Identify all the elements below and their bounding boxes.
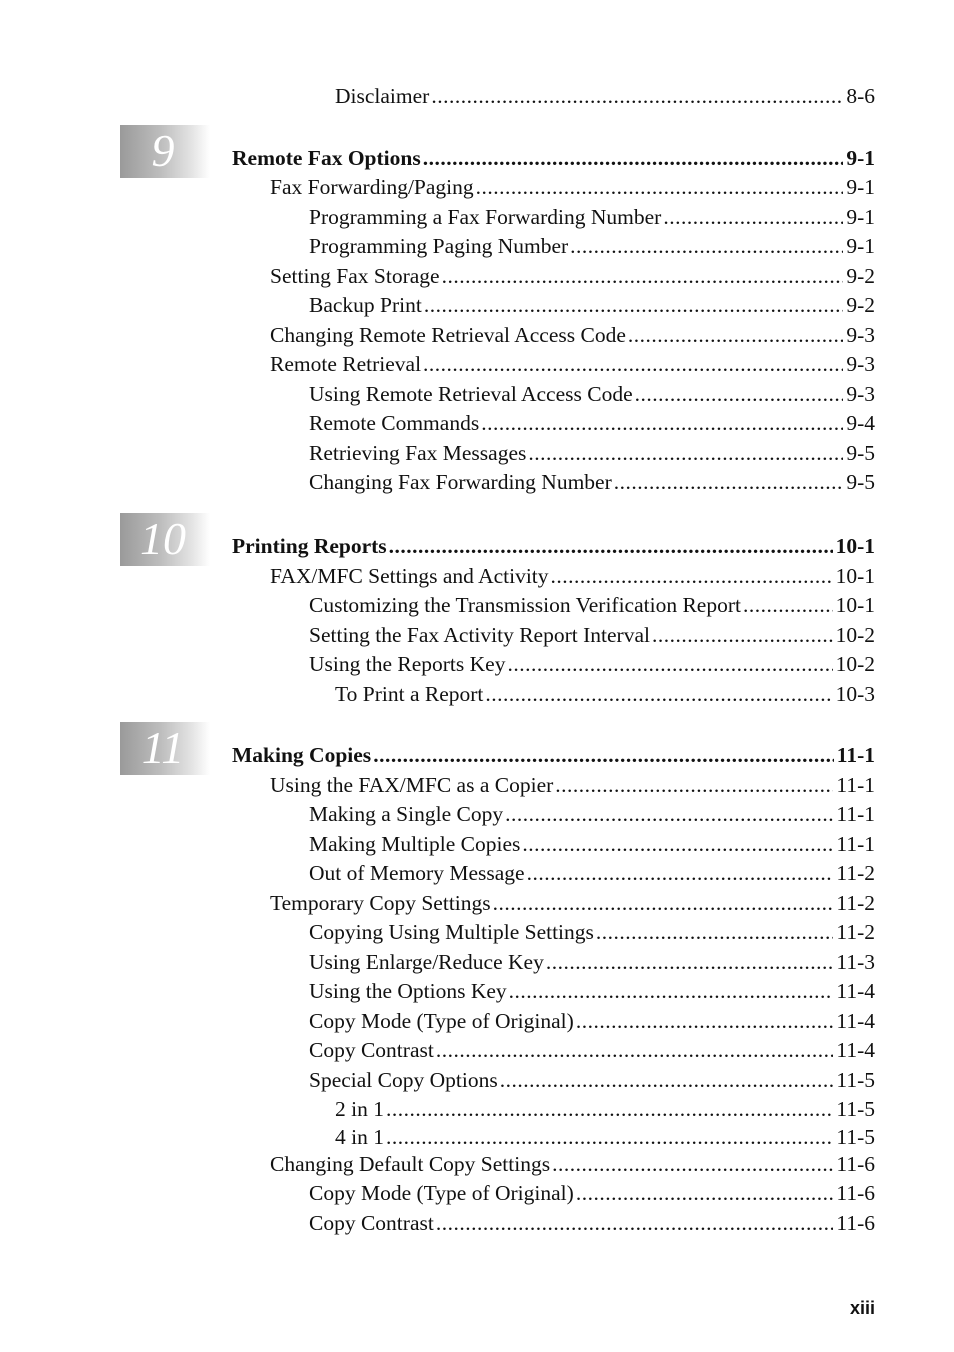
entry-page: 9-1 [846,205,875,229]
entry-page: 11-1 [836,802,875,826]
toc-entry[interactable] [335,1124,875,1150]
toc-entry[interactable] [309,949,875,975]
dot-leader [528,440,843,466]
entry-title: Programming Paging Number [309,234,569,258]
entry-title: Using the Options Key [309,979,507,1003]
toc-entry[interactable] [309,1210,875,1236]
dot-leader [570,233,843,259]
toc-entry[interactable] [309,469,875,495]
entry-title: 4 in 1 [335,1125,384,1149]
entry-page: 10-2 [835,623,875,647]
toc-entry[interactable] [335,681,875,707]
dot-leader [423,145,844,171]
toc-entry[interactable] [270,890,875,916]
entry-page: 9-2 [846,264,875,288]
entry-title: Copy Mode (Type of Original) [309,1009,574,1033]
dot-leader [743,592,833,618]
dot-leader [505,801,833,827]
entry-page: 11-3 [836,950,875,974]
dot-leader [552,1151,833,1177]
entry-page: 11-5 [836,1068,875,1092]
toc-entry[interactable] [309,292,875,318]
dot-leader [373,742,834,768]
entry-title: Printing Reports [232,534,387,558]
toc-entry[interactable] [270,322,875,348]
entry-page: 11-5 [836,1125,875,1149]
entry-title: Using the Reports Key [309,652,506,676]
entry-title: 2 in 1 [335,1097,384,1121]
dot-leader [635,381,844,407]
toc-chapter-entry[interactable] [232,742,875,768]
toc-entry[interactable] [309,651,875,677]
toc-entry[interactable] [270,351,875,377]
entry-page: 10-1 [835,534,875,558]
entry-page: 11-2 [836,861,875,885]
chapter-number: 11 [141,722,185,773]
toc-entry[interactable] [335,1096,875,1122]
entry-title: Remote Fax Options [232,146,421,170]
dot-leader [576,1180,834,1206]
dot-leader [652,622,833,648]
toc-entry[interactable] [309,801,875,827]
entry-page: 11-4 [836,979,875,1003]
dot-leader [431,83,843,109]
entry-page: 9-5 [846,441,875,465]
entry-page: 11-6 [836,1211,875,1235]
toc-entry[interactable] [309,860,875,886]
entry-title: Special Copy Options [309,1068,498,1092]
toc-entry[interactable] [309,1180,875,1206]
entry-page: 11-6 [836,1152,875,1176]
toc-entry[interactable] [309,831,875,857]
entry-page: 10-2 [835,652,875,676]
toc-chapter-entry[interactable] [232,533,875,559]
dot-leader [551,563,833,589]
entry-title: Copy Contrast [309,1211,434,1235]
entry-title: Temporary Copy Settings [270,891,491,915]
toc-entry[interactable] [270,772,875,798]
entry-page: 11-6 [836,1181,875,1205]
toc-chapter-entry[interactable] [232,145,875,171]
toc-entry[interactable] [309,440,875,466]
dot-leader [436,1210,834,1236]
entry-title: Programming a Fax Forwarding Number [309,205,662,229]
toc-entry[interactable] [270,174,875,200]
entry-page: 10-1 [835,593,875,617]
chapter-tab-10 [120,513,210,566]
toc-entry[interactable] [309,204,875,230]
dot-leader [596,919,833,945]
entry-title: Using Enlarge/Reduce Key [309,950,544,974]
toc-entry[interactable] [309,1067,875,1093]
page-number: xiii [849,1298,875,1318]
toc-entry[interactable] [335,83,875,109]
entry-page: 11-2 [836,920,875,944]
chapter-tab-11 [120,722,210,775]
dot-leader [493,890,834,916]
entry-page: 9-3 [846,323,875,347]
entry-title: Setting Fax Storage [270,264,440,288]
entry-page: 8-6 [846,84,875,108]
toc-entry[interactable] [270,263,875,289]
dot-leader [576,1008,834,1034]
entry-page: 9-2 [846,293,875,317]
chapter-number: 10 [140,513,186,564]
toc-entry[interactable] [309,919,875,945]
entry-title: Changing Remote Retrieval Access Code [270,323,626,347]
dot-leader [614,469,844,495]
entry-page: 11-1 [836,773,875,797]
dot-leader [663,204,843,230]
dot-leader [476,174,844,200]
entry-title: Using the FAX/MFC as a Copier [270,773,554,797]
toc-entry[interactable] [309,233,875,259]
entry-title: Setting the Fax Activity Report Interval [309,623,650,647]
toc-entry[interactable] [309,1037,875,1063]
toc-entry[interactable] [309,1008,875,1034]
entry-page: 11-4 [836,1009,875,1033]
entry-page: 11-2 [836,891,875,915]
dot-leader [386,1096,833,1122]
entry-title: Disclaimer [335,84,430,108]
entry-page: 11-1 [836,743,875,767]
entry-title: Making Multiple Copies [309,832,521,856]
dot-leader [485,681,832,707]
entry-page: 9-1 [846,234,875,258]
entry-page: 9-3 [846,352,875,376]
entry-page: 11-1 [836,832,875,856]
entry-title: Customizing the Transmission Verification Report [309,593,741,617]
dot-leader [546,949,834,975]
entry-title: Copying Using Multiple Settings [309,920,594,944]
toc-entry[interactable] [270,563,875,589]
dot-leader [527,860,834,886]
dot-leader [507,651,832,677]
entry-title: Retrieving Fax Messages [309,441,527,465]
toc-entry[interactable] [309,978,875,1004]
entry-page: 9-5 [846,470,875,494]
dot-leader [436,1037,834,1063]
dot-leader [628,322,843,348]
dot-leader [509,978,834,1004]
toc-entry[interactable] [309,592,875,618]
dot-leader [500,1067,834,1093]
entry-title: Using Remote Retrieval Access Code [309,382,633,406]
entry-page: 10-3 [835,682,875,706]
entry-page: 9-4 [846,411,875,435]
entry-page: 9-3 [846,382,875,406]
entry-title: Out of Memory Message [309,861,525,885]
dot-leader [389,533,833,559]
dot-leader [442,263,844,289]
chapter-number: 9 [151,125,175,176]
entry-title: Copy Contrast [309,1038,434,1062]
dot-leader [424,292,843,318]
toc-entry[interactable] [309,381,875,407]
entry-title: Changing Fax Forwarding Number [309,470,612,494]
entry-page: 9-1 [846,146,875,170]
dot-leader [481,410,843,436]
toc-entry[interactable] [270,1151,875,1177]
entry-title: Changing Default Copy Settings [270,1152,551,1176]
entry-page: 10-1 [835,564,875,588]
dot-leader [522,831,833,857]
entry-page: 11-5 [836,1097,875,1121]
entry-title: Making Copies [232,743,372,767]
dot-leader [423,351,843,377]
entry-title: Fax Forwarding/Paging [270,175,474,199]
dot-leader [555,772,833,798]
entry-title: Copy Mode (Type of Original) [309,1181,574,1205]
dot-leader [386,1124,833,1150]
entry-title: Backup Print [309,293,422,317]
entry-page: 11-4 [836,1038,875,1062]
entry-title: To Print a Report [335,682,484,706]
toc-entry[interactable] [309,410,875,436]
entry-page: 9-1 [846,175,875,199]
entry-title: Remote Commands [309,411,480,435]
chapter-tab-9 [120,125,210,178]
entry-title: FAX/MFC Settings and Activity [270,564,549,588]
toc-entry[interactable] [309,622,875,648]
entry-title: Remote Retrieval [270,352,422,376]
entry-title: Making a Single Copy [309,802,504,826]
